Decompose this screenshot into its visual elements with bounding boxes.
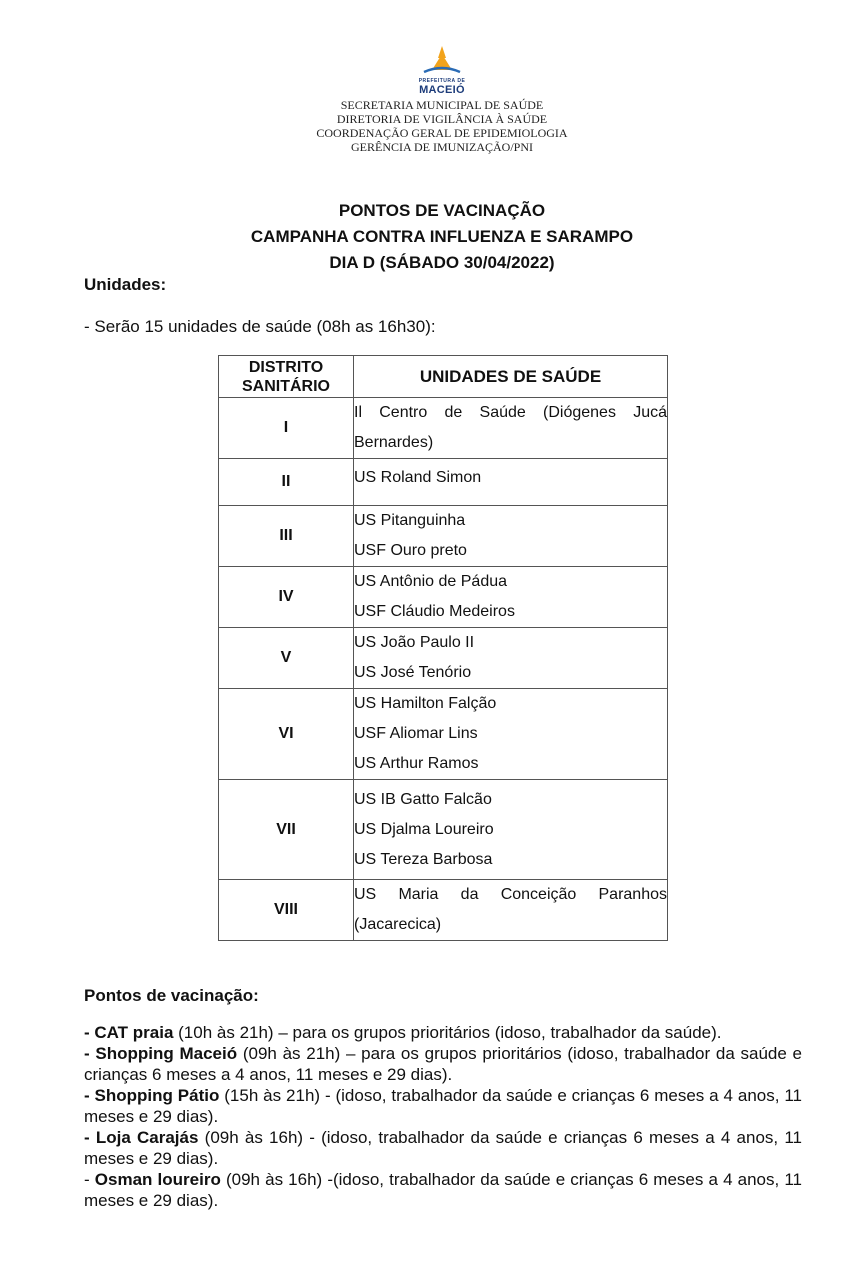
unit-item: USF Ouro preto [354,542,467,559]
point-name: - Loja Carajás [84,1128,199,1147]
point-name: - CAT praia [84,1023,174,1042]
org-line: SECRETARIA MUNICIPAL DE SAÚDE [340,98,544,112]
unit-item: US Antônio de Pádua [354,573,508,590]
title-line: PONTOS DE VACINAÇÃO [338,201,546,220]
point-details: (10h às 21h) – para os grupos prioritários (idoso, trabalhador da saúde). [173,1023,722,1042]
document-title [0,198,850,276]
point-dash: - [84,1170,95,1189]
district-cell: VIII [219,880,354,941]
unit-item: Il Centro de Saúde (Diógenes Jucá [354,404,667,421]
vaccination-point [84,1022,802,1043]
units-table [218,355,668,941]
title-line: DIA D (SÁBADO 30/04/2022) [329,253,555,272]
district-cell: IV [219,567,354,628]
table-row [219,459,668,506]
units-heading: Unidades: [84,275,167,294]
logo-small-text: PREFEITURA DE [418,78,466,84]
district-cell: II [219,459,354,506]
points-heading: Pontos de vacinação: [84,986,259,1005]
unit-item: (Jacarecica) [354,916,442,933]
units-cell [354,398,668,459]
table-row [219,689,668,780]
logo-caption [400,78,484,96]
units-cell [354,689,668,780]
unit-item: US João Paulo II [354,634,475,651]
unit-item: US Roland Simon [354,469,482,486]
point-details: (09h às 21h) – para os grupos prioritários (idoso, trabalhador da saúde e crianças 6 meses a 4 anos, 11 meses e 29 dias). [84,1044,802,1084]
units-cell [354,567,668,628]
unit-item: US Tereza Barbosa [354,851,493,868]
table-row [219,567,668,628]
district-cell: V [219,628,354,689]
table-row [219,506,668,567]
point-details: (15h às 21h) - (idoso, trabalhador da saúde e crianças 6 meses a 4 anos, 11 meses e 29 dias). [84,1086,802,1126]
point-name: Osman loureiro [94,1170,221,1189]
organization-header [0,98,850,154]
point-details: (09h às 16h) - (idoso, trabalhador da saúde e crianças 6 meses a 4 anos, 11 meses e 29 dias). [84,1128,802,1168]
column-header-district: DISTRITO SANITÁRIO [219,356,354,398]
logo-text: MACEIÓ [419,84,465,96]
unit-item: US José Tenório [354,664,472,681]
column-header-units: UNIDADES DE SAÚDE [354,356,668,398]
unit-item: Bernardes) [354,434,434,451]
vaccination-point [84,1085,802,1127]
unit-item: US Djalma Loureiro [354,821,494,838]
units-intro: - Serão 15 unidades de saúde (08h as 16h30): [84,317,436,336]
table-row [219,628,668,689]
unit-item: US Hamilton Falção [354,695,497,712]
org-line: GERÊNCIA DE IMUNIZAÇÃO/PNI [351,140,533,154]
unit-item: US Pitanguinha [354,512,466,529]
district-cell: VII [219,780,354,880]
vaccination-points-list [84,1022,802,1211]
district-cell: VI [219,689,354,780]
units-cell [354,506,668,567]
unit-item: US IB Gatto Falcão [354,791,492,808]
vaccination-point [84,1127,802,1169]
vaccination-point [84,1169,802,1211]
unit-item: US Maria da Conceição Paranhos [354,886,667,903]
unit-item: USF Cláudio Medeiros [354,603,515,620]
district-cell: I [219,398,354,459]
point-details: (09h às 16h) -(idoso, trabalhador da saúde e crianças 6 meses a 4 anos, 11 meses e 29 dias). [84,1170,803,1210]
units-cell [354,459,668,506]
units-cell [354,880,668,941]
org-line: DIRETORIA DE VIGILÂNCIA À SAÚDE [336,112,548,126]
table-row [219,398,668,459]
unit-item: US Arthur Ramos [354,755,479,772]
point-name: - Shopping Maceió [84,1044,238,1063]
units-cell [354,780,668,880]
unit-item: USF Aliomar Lins [354,725,478,742]
title-line: CAMPANHA CONTRA INFLUENZA E SARAMPO [250,227,634,246]
org-line: COORDENAÇÃO GERAL DE EPIDEMIOLOGIA [316,126,568,140]
point-name: - Shopping Pátio [84,1086,220,1105]
table-header-row [219,356,668,398]
table-row [219,780,668,880]
units-cell [354,628,668,689]
vaccination-point [84,1043,802,1085]
district-cell: III [219,506,354,567]
table-row [219,880,668,941]
